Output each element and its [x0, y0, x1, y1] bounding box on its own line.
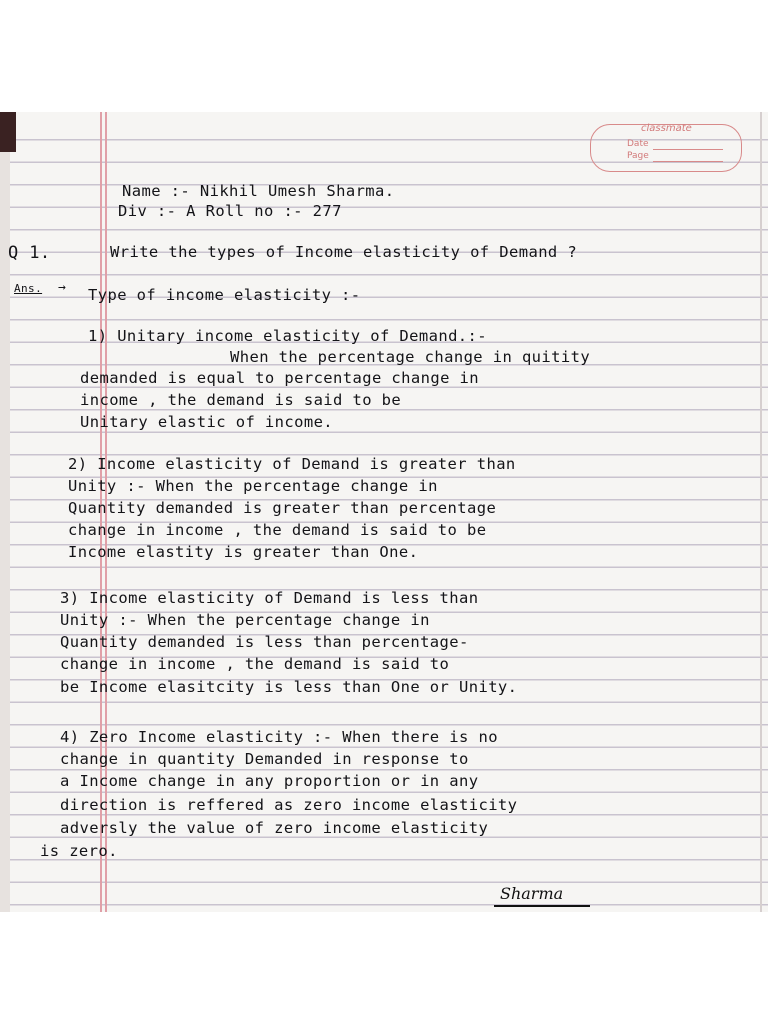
logo-page-label: Page: [627, 151, 649, 161]
point-2-line: Quantity demanded is greater than percentage: [68, 499, 497, 517]
question-number: Q 1.: [8, 243, 51, 263]
point-3-heading: 3) Income elasticity of Demand is less than: [60, 589, 479, 607]
answer-marker: Ans.: [14, 282, 43, 295]
point-3-line: Quantity demanded is less than percentage-: [60, 633, 469, 651]
signature-underline: [494, 905, 590, 907]
student-name: Name :- Nikhil Umesh Sharma.: [122, 182, 395, 200]
point-3-line: be Income elasitcity is less than One or Unity.: [60, 678, 518, 696]
point-1-line: When the percentage change in quitity: [230, 348, 591, 366]
point-1-heading: 1) Unitary income elasticity of Demand.:-: [88, 327, 488, 345]
logo-page-line: [653, 161, 723, 162]
point-2-line: change in income , the demand is said to be: [68, 521, 487, 539]
answer-heading: Type of income elasticity :-: [88, 286, 361, 304]
point-1-line: demanded is equal to percentage change in: [80, 369, 480, 387]
point-1-line: Unitary elastic of income.: [80, 413, 334, 431]
point-4-line: change in quantity Demanded in response to: [60, 750, 469, 768]
point-3-line: change in income , the demand is said to: [60, 655, 450, 673]
point-3-line: Unity :- When the percentage change in: [60, 611, 430, 629]
logo-date-label: Date: [627, 139, 649, 149]
point-4-heading: 4) Zero Income elasticity :- When there is no: [60, 728, 498, 746]
point-4-line: direction is reffered as zero income elasticity: [60, 796, 518, 814]
notebook-page: [0, 112, 768, 912]
point-4-line: a Income change in any proportion or in any: [60, 772, 479, 790]
logo-brand: classmate: [641, 123, 692, 134]
point-2-heading: 2) Income elasticity of Demand is greater than: [68, 455, 516, 473]
point-4-line: is zero.: [40, 842, 118, 860]
point-2-line: Income elastity is greater than One.: [68, 543, 419, 561]
signature: Sharma: [500, 884, 564, 903]
question-text: Write the types of Income elasticity of Demand ?: [110, 243, 578, 261]
division-roll: Div :- A Roll no :- 277: [118, 202, 342, 220]
page-corner-shadow: [0, 112, 16, 152]
point-4-line: adversly the value of zero income elasticity: [60, 819, 489, 837]
classmate-logo: [590, 124, 742, 172]
page-left-edge: [0, 152, 10, 912]
arrow-icon: →: [58, 280, 67, 295]
point-2-line: Unity :- When the percentage change in: [68, 477, 438, 495]
point-1-line: income , the demand is said to be: [80, 391, 402, 409]
logo-date-line: [653, 149, 723, 150]
page-right-edge: [760, 112, 762, 912]
